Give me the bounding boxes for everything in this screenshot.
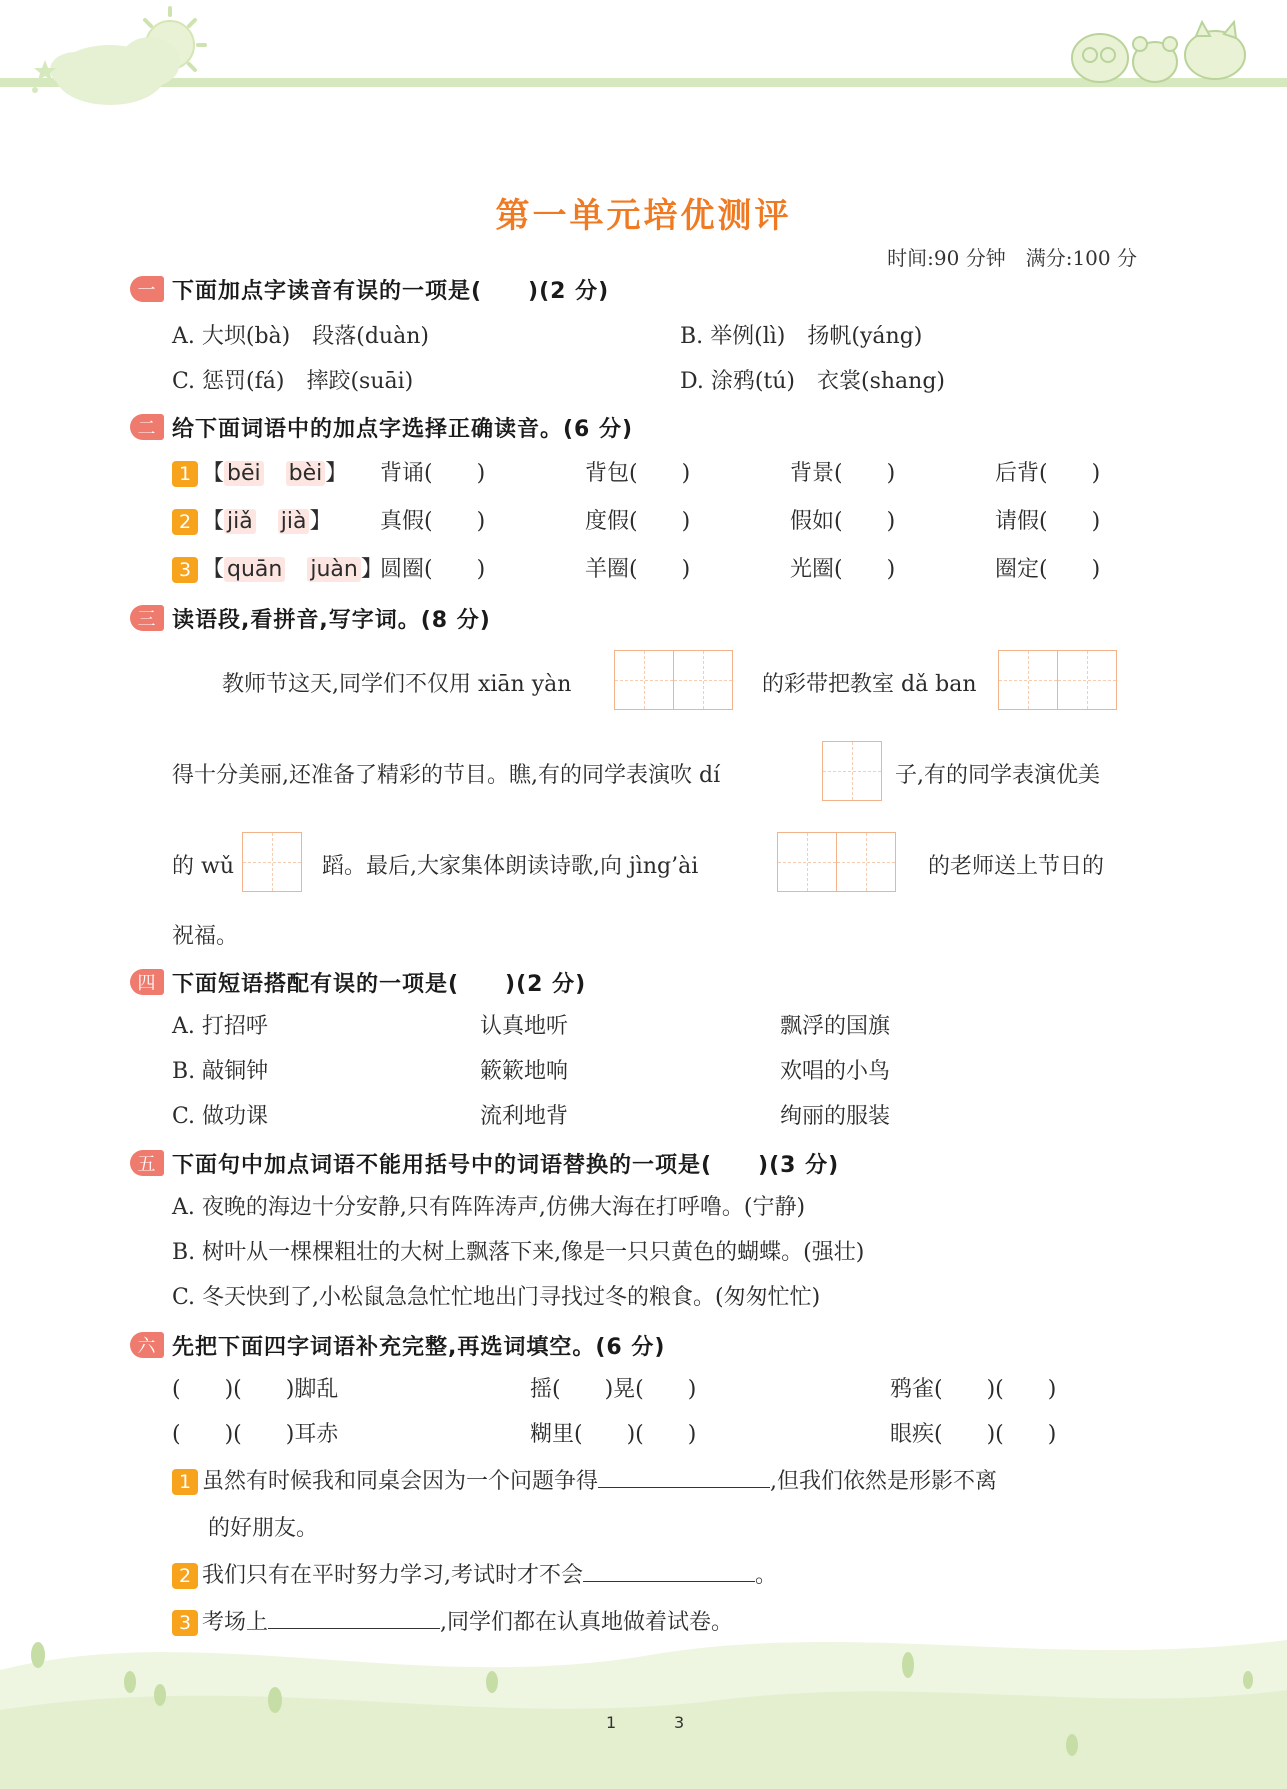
time-score-info: 时间:90 分钟 满分:100 分 — [887, 246, 1137, 270]
passage-line-2b: 子,有的同学表演优美 — [895, 763, 1100, 788]
word-blank[interactable]: 圈定( ) — [995, 557, 1101, 582]
section-1-title: 下面加点字读音有误的一项是( )(2 分) — [172, 278, 610, 304]
section-4-header — [130, 965, 586, 999]
pinyin-option: quān — [224, 557, 285, 582]
idiom-blank[interactable]: 糊里( )( ) — [530, 1422, 697, 1447]
phrase-cell: 认真地听 — [480, 1014, 569, 1039]
phrase-cell: B. 敲铜钟 — [172, 1059, 269, 1084]
phrase-cell: C. 做功课 — [172, 1104, 269, 1129]
pinyin-row-3: 3 【 quān juàn 】 — [172, 553, 383, 587]
idiom-blank[interactable]: 摇( )晃( ) — [530, 1377, 697, 1402]
fill-question-1: 1 虽然有时候我和同桌会因为一个问题争得 ,但我们依然是形影不离 — [172, 1465, 997, 1499]
pinyin-option: bēi — [224, 461, 264, 486]
item-number: 2 — [172, 509, 198, 535]
option-b: B. 举例(lì) 扬帆(yáng) — [680, 324, 923, 349]
idiom-blank[interactable]: 鸦雀( )( ) — [890, 1377, 1057, 1402]
word-blank[interactable]: 背包( ) — [585, 461, 691, 486]
option-d: D. 涂鸦(tú) 衣裳(shang) — [680, 369, 946, 394]
word-blank[interactable]: 圆圈( ) — [380, 557, 486, 582]
word-blank[interactable]: 请假( ) — [995, 509, 1101, 534]
item-number: 1 — [172, 1469, 198, 1495]
passage-line-1b: 的彩带把教室 dǎ ban — [762, 672, 977, 697]
item-number: 3 — [172, 557, 198, 583]
section-1-header — [130, 272, 609, 306]
section-5-badge: 五 — [130, 1150, 164, 1176]
phrase-cell: A. 打招呼 — [172, 1014, 268, 1039]
option-c: C. 惩罚(fá) 摔跤(suāi) — [172, 369, 414, 394]
idiom-blank[interactable]: ( )( )脚乱 — [172, 1377, 339, 1402]
idiom-blank[interactable]: ( )( )耳赤 — [172, 1422, 339, 1447]
phrase-cell: 欢唱的小鸟 — [780, 1059, 891, 1084]
fill-question-2: 2 我们只有在平时努力学习,考试时才不会 。 — [172, 1559, 777, 1593]
option-a: A. 大坝(bà) 段落(duàn) — [172, 324, 429, 349]
writing-grid-jingai[interactable] — [777, 832, 896, 892]
sentence-option-a: A. 夜晚的海边十分安静,只有阵阵涛声,仿佛大海在打呼噜。(宁静) — [172, 1195, 806, 1220]
phrase-cell: 流利地背 — [480, 1104, 569, 1129]
section-2-title: 给下面词语中的加点字选择正确读音。(6 分) — [172, 416, 634, 442]
word-blank[interactable]: 光圈( ) — [790, 557, 896, 582]
passage-line-4: 祝福。 — [172, 924, 239, 949]
passage-line-3b: 蹈。最后,大家集体朗读诗歌,向 jìng’ài — [322, 854, 699, 879]
word-blank[interactable]: 背景( ) — [790, 461, 896, 486]
pinyin-row-2: 2 【 jiǎ jià 】 — [172, 505, 331, 539]
phrase-cell: 绚丽的服装 — [780, 1104, 891, 1129]
phrase-cell: 飘浮的国旗 — [780, 1014, 891, 1039]
pinyin-option: juàn — [307, 557, 360, 582]
section-6-badge: 六 — [130, 1332, 164, 1358]
fill-question-1-cont: 的好朋友。 — [208, 1516, 319, 1541]
word-blank[interactable]: 背诵( ) — [380, 461, 486, 486]
section-2-badge: 二 — [130, 414, 164, 440]
sentence-option-b: B. 树叶从一棵棵粗壮的大树上飘落下来,像是一只只黄色的蝴蝶。(强壮) — [172, 1240, 865, 1265]
word-blank[interactable]: 度假( ) — [585, 509, 691, 534]
section-1-badge: 一 — [130, 276, 164, 302]
section-5-header — [130, 1146, 839, 1180]
section-2-header — [130, 410, 633, 444]
passage-line-2a: 得十分美丽,还准备了精彩的节目。瞧,有的同学表演吹 dí — [172, 763, 721, 788]
item-number: 1 — [172, 461, 198, 487]
phrase-cell: 簌簌地响 — [480, 1059, 569, 1084]
cloud-icon — [50, 37, 180, 105]
passage-line-3a: 的 wǔ — [172, 854, 234, 879]
section-4-title: 下面短语搭配有误的一项是( )(2 分) — [172, 971, 587, 997]
footer-decoration — [0, 1600, 1287, 1789]
pinyin-option: jià — [278, 509, 310, 534]
section-4-badge: 四 — [130, 969, 164, 995]
item-number: 3 — [172, 1610, 198, 1636]
section-6-title: 先把下面四字词语补充完整,再选词填空。(6 分) — [172, 1334, 666, 1360]
writing-grid-wu[interactable] — [242, 832, 302, 892]
writing-grid-xianyan[interactable] — [614, 650, 733, 710]
page-number-left: 1 — [606, 1713, 617, 1732]
pinyin-row-1: 1 【 bēi bèi 】 — [172, 457, 347, 491]
section-6-header — [130, 1328, 665, 1362]
sentence-option-c: C. 冬天快到了,小松鼠急急忙忙地出门寻找过冬的粮食。(匆匆忙忙) — [172, 1285, 821, 1310]
answer-blank[interactable] — [598, 1467, 770, 1488]
passage-line-3c: 的老师送上节日的 — [928, 854, 1105, 879]
passage-line-1a: 教师节这天,同学们不仅用 xiān yàn — [222, 672, 572, 697]
section-5-title: 下面句中加点词语不能用括号中的词语替换的一项是( )(3 分) — [172, 1152, 840, 1178]
page-number-right: 3 — [674, 1713, 685, 1732]
page-title: 第一单元培优测评 — [495, 196, 792, 236]
word-blank[interactable]: 假如( ) — [790, 509, 896, 534]
answer-blank[interactable] — [583, 1561, 755, 1582]
writing-grid-daban[interactable] — [998, 650, 1117, 710]
fill-question-3: 3 考场上 ,同学们都在认真地做着试卷。 — [172, 1606, 733, 1640]
word-blank[interactable]: 真假( ) — [380, 509, 486, 534]
section-3-badge: 三 — [130, 605, 164, 631]
section-3-title: 读语段,看拼音,写字词。(8 分) — [172, 607, 491, 633]
word-blank[interactable]: 后背( ) — [995, 461, 1101, 486]
animals-icon — [1072, 22, 1245, 82]
header-decoration — [0, 0, 1287, 120]
pinyin-option: bèi — [286, 461, 326, 486]
idiom-blank[interactable]: 眼疾( )( ) — [890, 1422, 1057, 1447]
item-number: 2 — [172, 1563, 198, 1589]
pinyin-option: jiǎ — [224, 509, 256, 534]
section-3-header — [130, 601, 491, 635]
writing-grid-di[interactable] — [822, 741, 882, 801]
word-blank[interactable]: 羊圈( ) — [585, 557, 691, 582]
